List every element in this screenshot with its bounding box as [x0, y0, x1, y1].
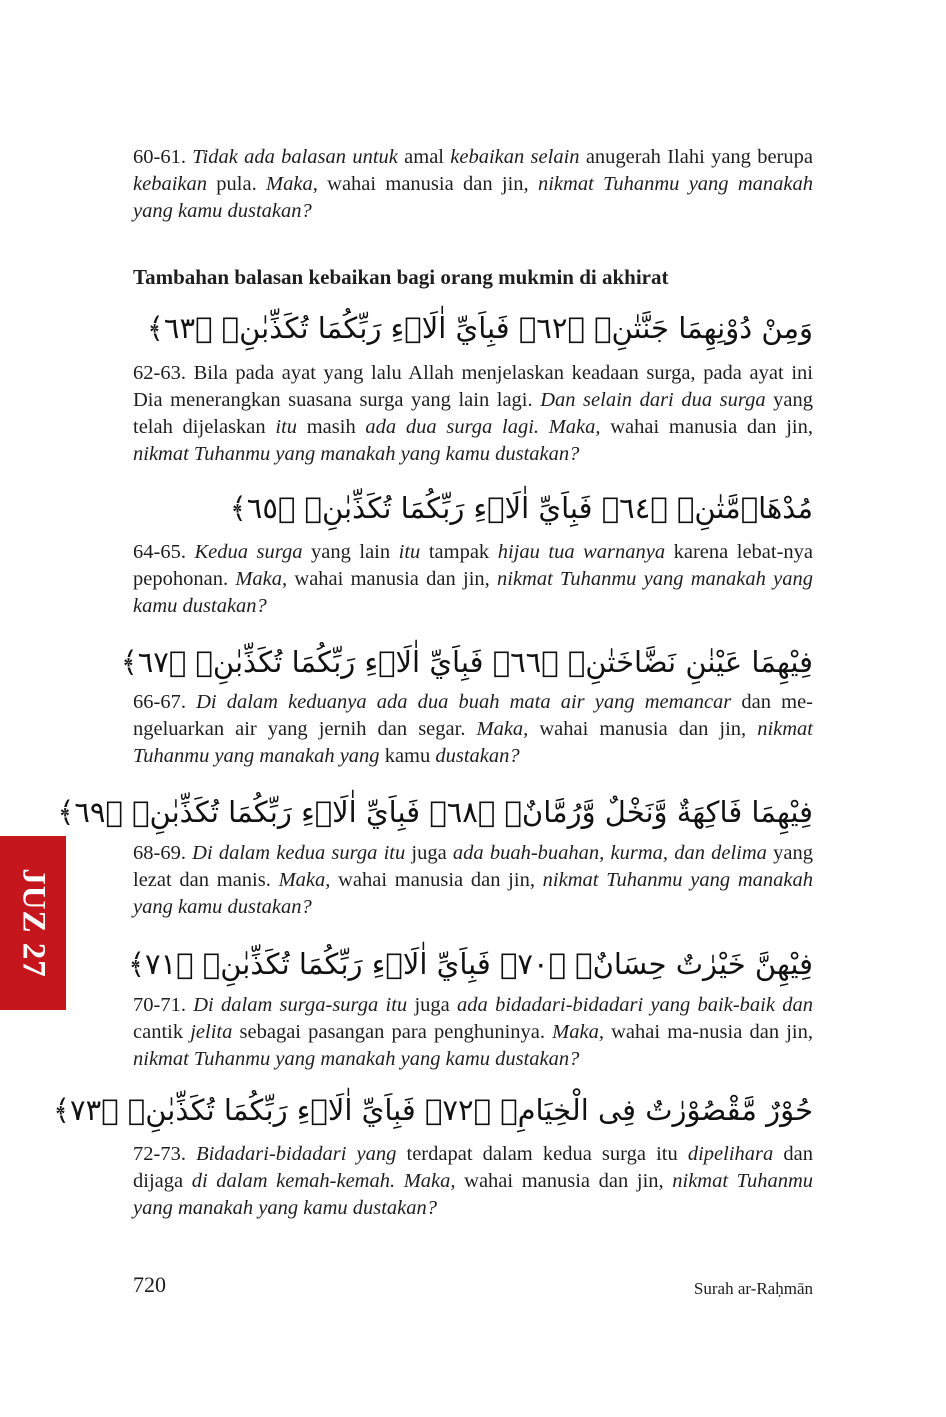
arabic-verse-72-73: حُوْرٌ مَّقْصُوْرٰتٌ فِى الْخِيَامِۚ ﴿٧٢﴾ فَبِاَيِّ اٰلَاۤءِ رَبِّكُمَا تُكَذِّبٰنِۚ ﴿٧٣﴾	[53, 1093, 813, 1127]
text-italic: di dalam kemah-kemah. Maka,	[191, 1170, 456, 1192]
verse-number: 60-61.	[133, 146, 193, 168]
text-italic: Maka,	[266, 173, 318, 195]
text-italic: nikmat Tuhanmu yang manakah yang kamu dustakan?	[133, 173, 814, 222]
text-italic: itu	[275, 416, 298, 438]
text: kamu	[379, 745, 436, 767]
paragraph-68-69	[133, 840, 813, 921]
arabic-verse-62-63: وَمِنْ دُوْنِهِمَا جَنَّتٰنِۚ ﴿٦٢﴾ فَبِاَيِّ اٰلَاۤءِ رَبِّكُمَا تُكَذِّبٰنِۙ ﴿٦٣﴾	[146, 311, 813, 345]
text: wahai ma-nusia dan jin,	[603, 1021, 813, 1043]
juz-tab	[0, 836, 66, 1010]
text-italic: nikmat Tuhanmu yang manakah yang kamu dustakan?	[133, 1170, 814, 1219]
text: terdapat dalam kedua surga itu	[396, 1143, 688, 1165]
text: juga	[405, 842, 453, 864]
text: wahai manusia dan jin,	[287, 568, 498, 590]
text-italic: Di dalam keduanya ada dua buah mata air yang memancar	[196, 691, 732, 713]
text-italic: Dan selain dari dua surga	[540, 389, 766, 411]
text: tampak	[420, 541, 498, 563]
text-italic: Di dalam surga-surga itu	[193, 994, 408, 1016]
text: amal	[397, 146, 451, 168]
text: juga	[407, 994, 458, 1016]
paragraph-60-61	[133, 144, 813, 225]
text-italic: ada bidadari-bidadari yang baik-baik dan	[457, 994, 813, 1016]
text-italic: Maka,	[278, 869, 331, 891]
paragraph-70-71	[133, 992, 813, 1073]
text-italic: kebaikan	[133, 173, 207, 195]
verse-number: 72-73.	[133, 1143, 197, 1165]
paragraph-64-65	[133, 539, 813, 620]
text: masih	[297, 416, 366, 438]
text-italic: dipelihara	[687, 1143, 774, 1165]
paragraph-66-67	[133, 689, 813, 770]
arabic-verse-64-65: مُدْهَاۤمَّتٰنِۚ ﴿٦٤﴾ فَبِاَيِّ اٰلَاۤءِ رَبِّكُمَا تُكَذِّبٰنِۚ ﴿٦٥﴾	[229, 491, 813, 525]
text: wahai manusia dan jin,	[317, 173, 538, 195]
text-italic: dustakan?	[435, 745, 520, 767]
text-italic: Maka,	[552, 1021, 604, 1043]
verse-number: 66-67.	[133, 691, 197, 713]
section-heading: Tambahan balasan kebaikan bagi orang mukmin di akhirat	[133, 265, 669, 289]
text: yang lain	[302, 541, 399, 563]
text-italic: Kedua surga	[194, 541, 303, 563]
text: pula.	[207, 173, 267, 195]
verse-number: 64-65.	[133, 541, 195, 563]
text: yang telah dijelaskan	[133, 389, 813, 438]
text-italic: hijau tua warnanya	[497, 541, 666, 563]
text: wahai manusia dan jin,	[528, 718, 758, 740]
text-italic: nikmat Tuhanmu yang manakah yang kamu dustakan?	[133, 869, 813, 918]
paragraph-72-73	[133, 1141, 813, 1222]
text: yang lezat dan manis.	[133, 842, 813, 891]
arabic-verse-70-71: فِيْهِنَّ خَيْرٰتٌ حِسَانٌۚ ﴿٧٠﴾ فَبِاَيِّ اٰلَاۤءِ رَبِّكُمَا تُكَذِّبٰنِۚ ﴿٧١﴾	[128, 947, 813, 981]
text-italic: Maka,	[476, 718, 529, 740]
text: wahai manusia dan jin,	[455, 1170, 673, 1192]
running-title: Surah ar-Raḥmān	[693, 1279, 813, 1298]
text-italic: kebaikan selain	[450, 146, 580, 168]
arabic-verse-68-69: فِيْهِمَا فَاكِهَةٌ وَّنَخْلٌ وَّرُمَّانٌۚ ﴿٦٨﴾ فَبِاَيِّ اٰلَاۤءِ رَبِّكُمَا تُكَذِّبٰنِۚ ﴿٦٩﴾	[57, 795, 813, 829]
text-italic: ada buah-buahan, kurma, dan delima	[452, 842, 767, 864]
text: cantik	[133, 1021, 191, 1043]
verse-number: 70-71.	[133, 994, 194, 1016]
text: karena lebat-nya pepohonan.	[133, 541, 814, 590]
text-italic: nikmat Tuhanmu yang manakah yang kamu dustakan?	[133, 443, 580, 465]
text-italic: Bidadari-bidadari yang	[196, 1143, 397, 1165]
text: dan dijaga	[133, 1143, 814, 1192]
text-italic: Tidak ada balasan untuk	[192, 146, 398, 168]
text-italic: Maka,	[235, 568, 288, 590]
page-number: 720	[133, 1272, 166, 1297]
text-italic: jelita	[190, 1021, 233, 1043]
text-italic: nikmat Tuhanmu yang manakah yang	[133, 718, 813, 767]
text: wahai manusia dan jin,	[600, 416, 813, 438]
text: sebagai pasangan para penghuninya.	[232, 1021, 553, 1043]
arabic-verse-66-67: فِيْهِمَا عَيْنٰنِ نَضَّاخَتٰنِۚ ﴿٦٦﴾ فَبِاَيِّ اٰلَاۤءِ رَبِّكُمَا تُكَذِّبٰنِۚ ﴿٦٧﴾	[120, 645, 813, 679]
text: dan me-ngeluarkan air yang jernih dan segar.	[133, 691, 813, 740]
text-italic: itu	[398, 541, 421, 563]
verse-number: 68-69.	[133, 842, 193, 864]
juz-label: JUZ 27	[15, 868, 52, 978]
text: anugerah Ilahi yang berupa	[579, 146, 813, 168]
paragraph-62-63	[133, 360, 813, 468]
text-italic: Di dalam kedua surga itu	[192, 842, 406, 864]
text-italic: nikmat Tuhanmu yang manakah yang kamu dustakan?	[133, 1048, 580, 1070]
text-italic: nikmat Tuhanmu yang manakah yang kamu dustakan?	[133, 568, 813, 617]
text-italic: ada dua surga lagi. Maka,	[365, 416, 601, 438]
text: wahai manusia dan jin,	[330, 869, 543, 891]
text: 62-63. Bila pada ayat yang lalu Allah menjelaskan keadaan surga, pada ayat ini Dia menerangkan suasana surga yang lain lagi.	[133, 362, 813, 411]
